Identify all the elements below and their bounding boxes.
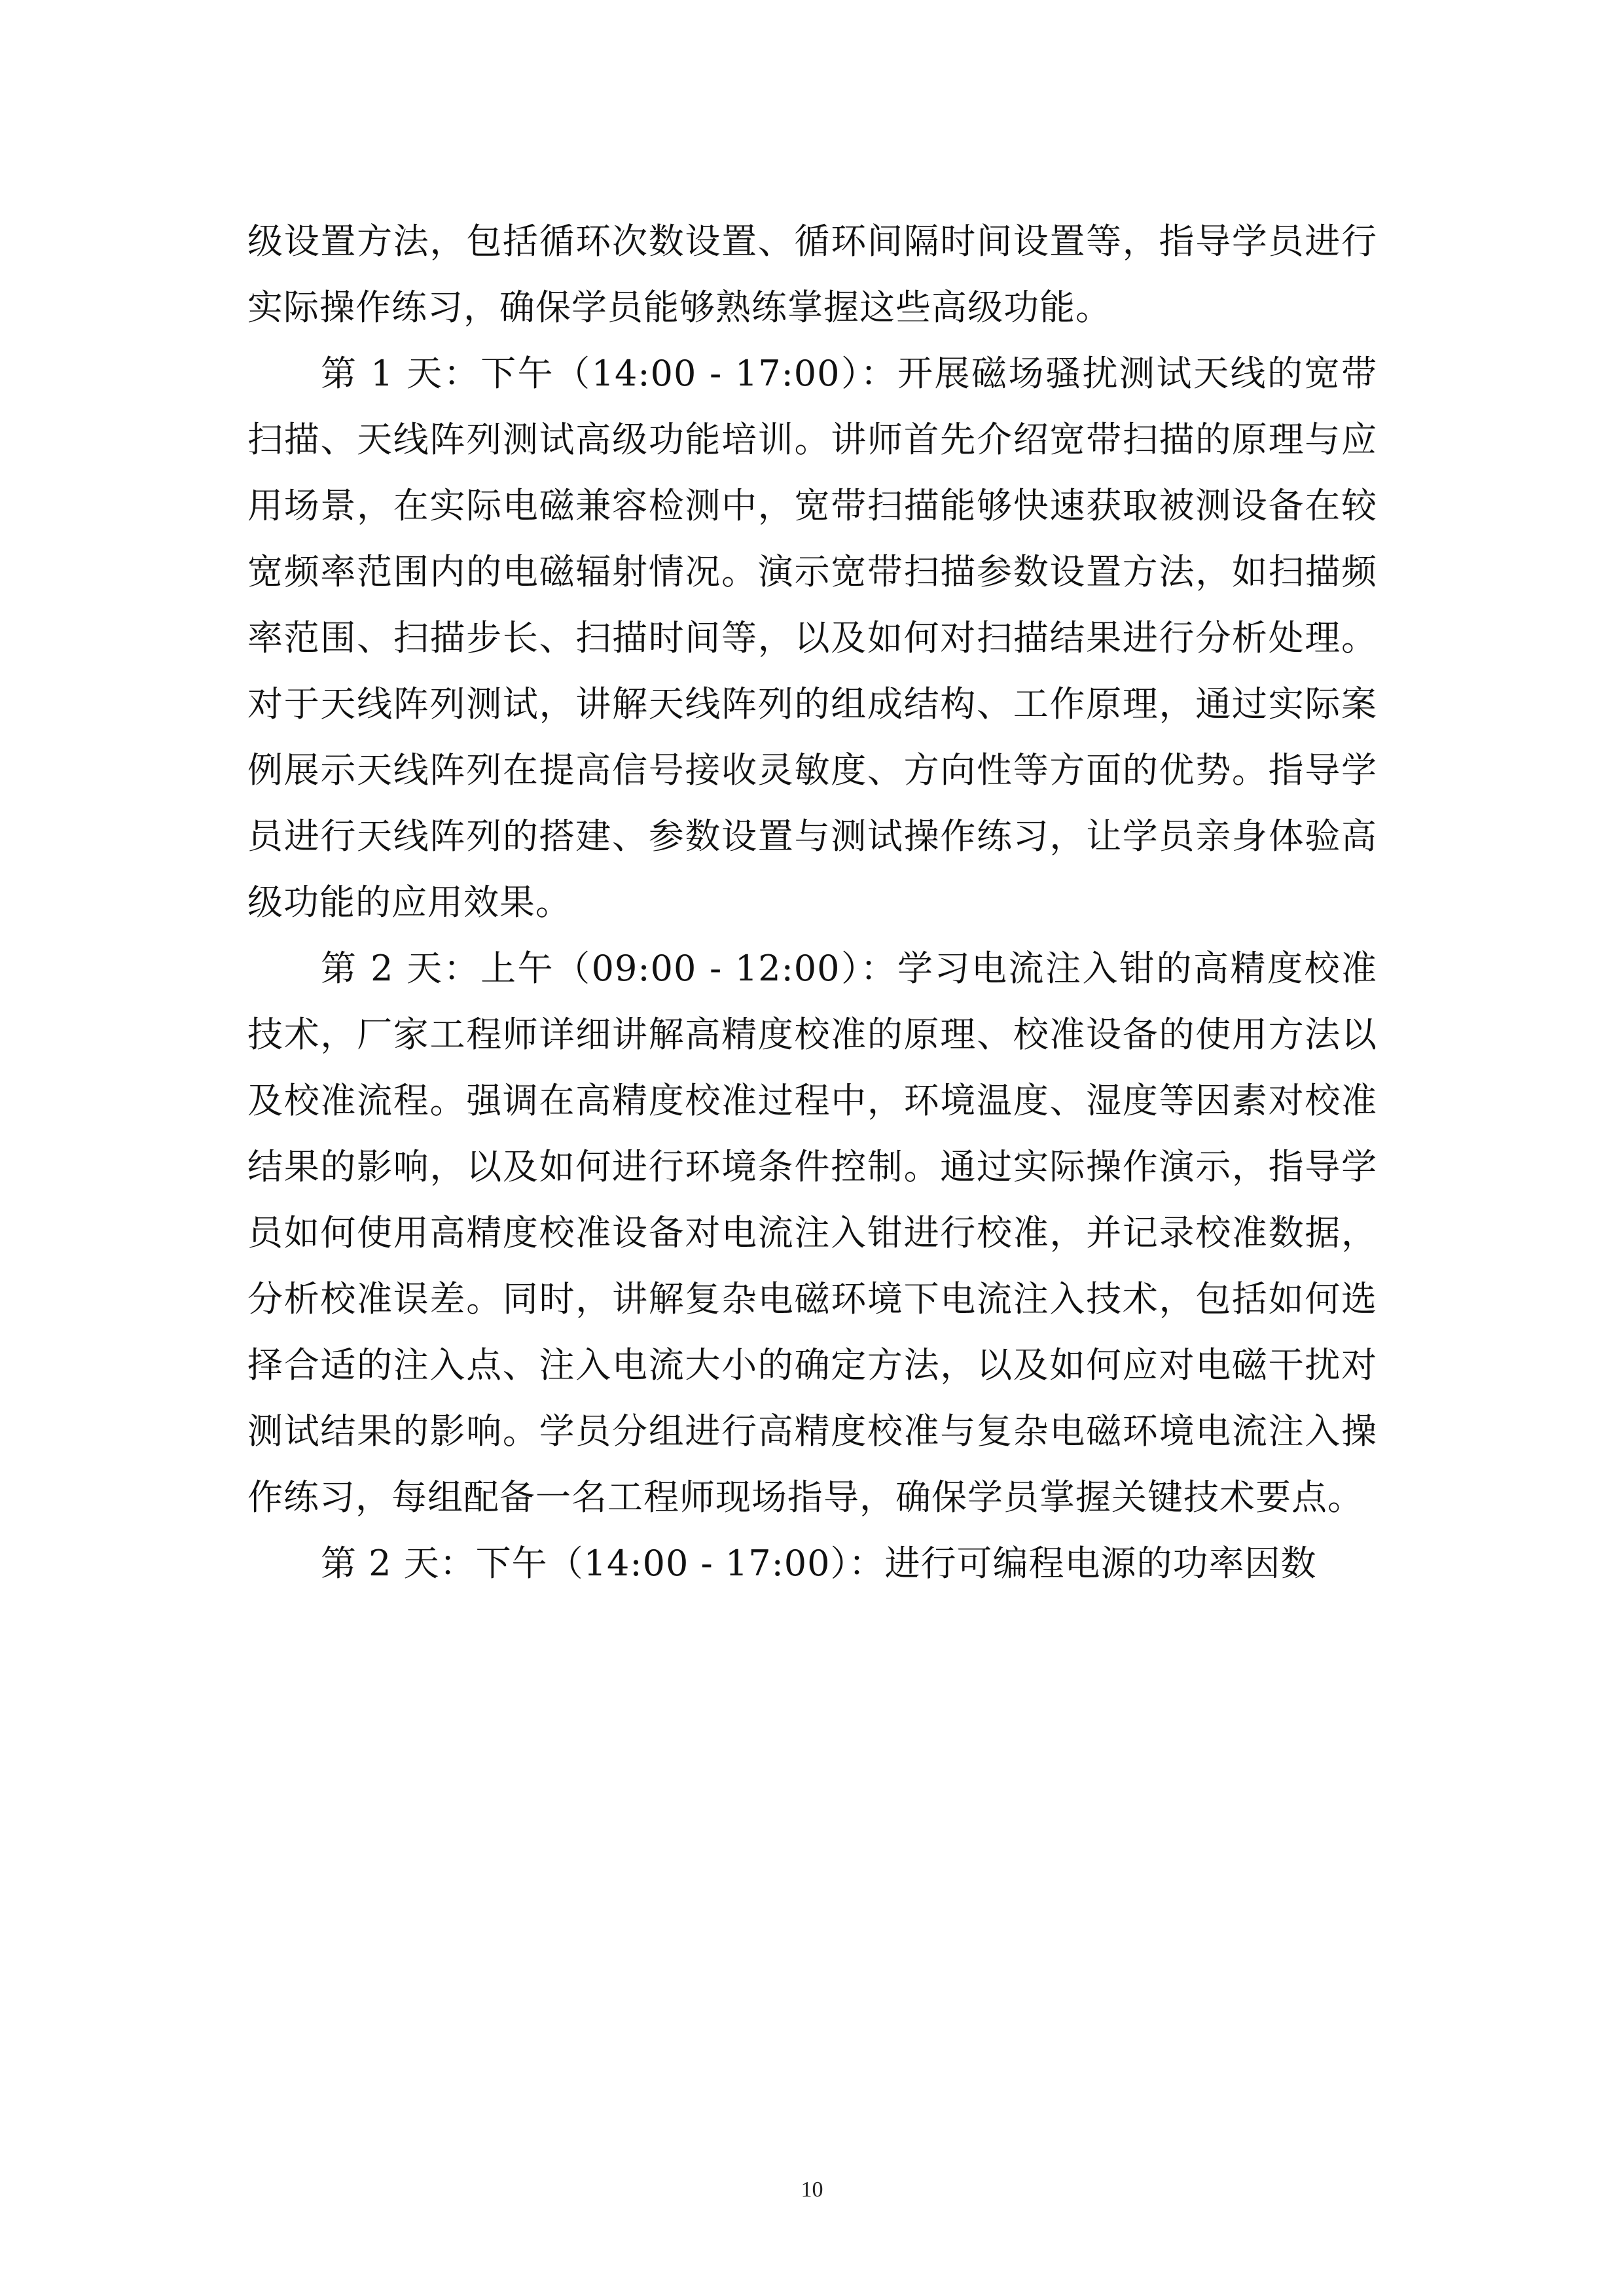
document-body — [247, 208, 1377, 1596]
paragraph-continuation: 级设置方法，包括循环次数设置、循环间隔时间设置等，指导学员进行实际操作练习，确保学员能够熟练掌握这些高级功能。 — [247, 221, 1377, 328]
paragraph-day1-afternoon: 第 1 天：下午（14:00 - 17:00）：开展磁场骚扰测试天线的宽带扫描、天线阵列测试高级功能培训。讲师首先介绍宽带扫描的原理与应用场景，在实际电磁兼容检测中，宽带扫描能够快速获取被测设备在较宽频率范围内的电磁辐射情况。演示宽带扫描参数设置方法，如扫描频率范围、扫描步长、扫描时间等，以及如何对扫描结果进行分析处理。对于天线阵列测试，讲解天线阵列的组成结构、工作原理，通过实际案例展示天线阵列在提高信号接收灵敏度、方向性等方面的优势。指导学员进行天线阵列的搭建、参数设置与测试操作练习，让学员亲身体验高级功能的应用效果。 — [247, 353, 1377, 923]
page-number: 10 — [801, 2178, 823, 2202]
paragraph-day2-afternoon: 第 2 天：下午（14:00 - 17:00）：进行可编程电源的功率因数 — [321, 1543, 1317, 1584]
paragraph-day2-morning: 第 2 天：上午（09:00 - 12:00）：学习电流注入钳的高精度校准技术，厂家工程师详细讲解高精度校准的原理、校准设备的使用方法以及校准流程。强调在高精度校准过程中，环境温度、湿度等因素对校准结果的影响，以及如何进行环境条件控制。通过实际操作演示，指导学员如何使用高精度校准设备对电流注入钳进行校准，并记录校准数据，分析校准误差。同时，讲解复杂电磁环境下电流注入技术，包括如何选择合适的注入点、注入电流大小的确定方法，以及如何应对电磁干扰对测试结果的影响。学员分组进行高精度校准与复杂电磁环境电流注入操作练习，每组配备一名工程师现场指导，确保学员掌握关键技术要点。 — [247, 948, 1377, 1518]
